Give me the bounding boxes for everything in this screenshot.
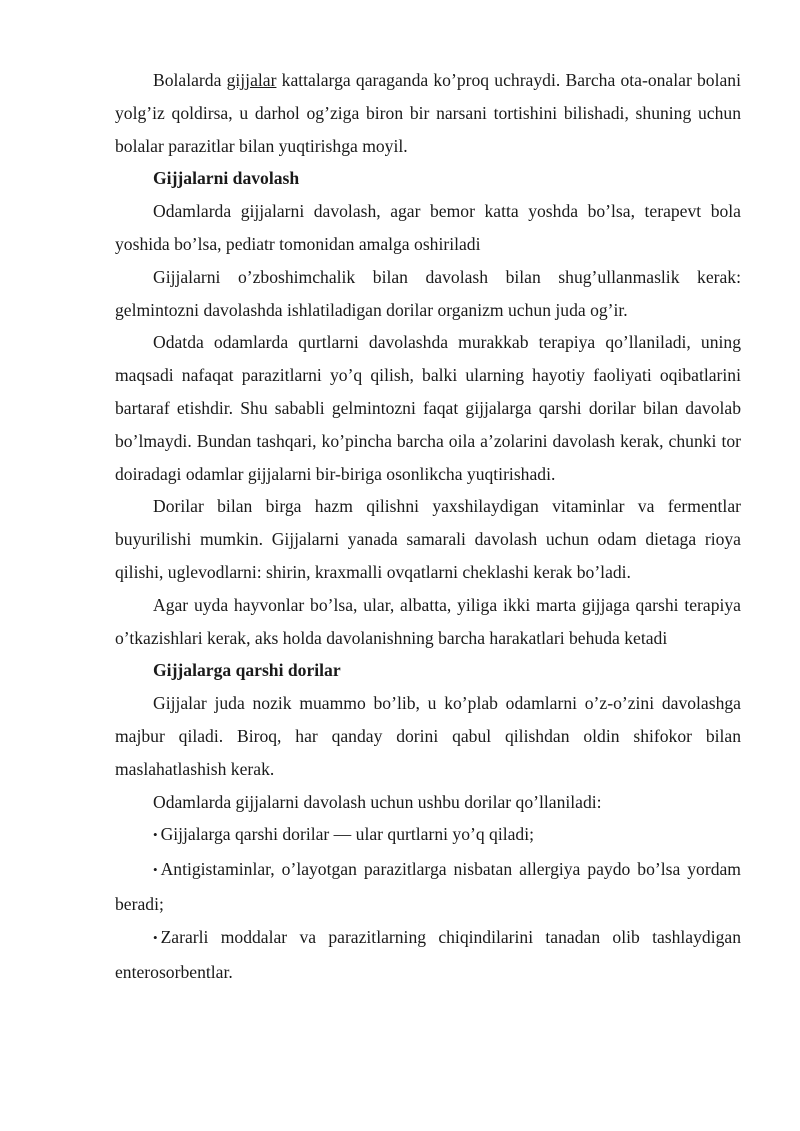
list-item-text: Antigistaminlar, o’layotgan parazitlarga nisbatan allergiya paydo bo’lsa yordam beradi; [115, 859, 741, 914]
list-item [115, 818, 741, 853]
list-item-text: Gijjalarga qarshi dorilar — ular qurtlarni yo’q qiladi; [160, 824, 535, 845]
document-page [115, 64, 741, 988]
gijjalar-link[interactable]: gijjalar [226, 70, 277, 90]
heading-treatment: Gijjalarni davolash [153, 168, 300, 189]
paragraph-self-treatment-warning: Gijjalarni o’zboshimchalik bilan davolash bilan shug’ullanmaslik kerak: gelmintozni davolashda ishlatiladigan dorilar organizm uchun juda og’ir. [115, 266, 741, 320]
bullet-icon: • [153, 929, 158, 945]
bullet-icon: • [153, 862, 158, 878]
paragraph-consult-doctor: Gijjalar juda nozik muammo bo’lib, u ko’plab odamlarni o’z-o’zini davolashga majbur qiladi. Biroq, har qanday dorini qabul qilishdan oldin shifokor bilan maslahatlashish kerak. [115, 693, 741, 779]
paragraph-medicines-intro: Odamlarda gijjalarni davolash uchun ushbu dorilar qo’llaniladi: [153, 791, 602, 812]
paragraph-vitamins-diet: Dorilar bilan birga hazm qilishni yaxshilaydigan vitaminlar va fermentlar buyurilishi mumkin. Gijjalarni yanada samarali davolash uchun odam dietaga rioya qilishi, uglevodlarni: shirin, kraxmalli ovqatlarni cheklashi kerak bo’ladi. [115, 496, 741, 582]
intro-text-start: Bolalarda [153, 70, 227, 90]
paragraph-intro [115, 64, 741, 162]
heading-medicines: Gijjalarga qarshi dorilar [153, 660, 341, 681]
intro-text-rest: kattalarga qaraganda ko’proq uchraydi. Barcha ota-onalar bolani yolg’iz qoldirsa, u darhol og’ziga biron bir narsani tortishini bilishadi, shuning uchun bolalar parazitlar bilan yuqtirishga moyil. [115, 70, 741, 156]
list-item [115, 921, 741, 989]
paragraph-pets: Agar uyda hayvonlar bo’lsa, ular, albatta, yiliga ikki marta gijjaga qarshi terapiya o’tkazishlari kerak, aks holda davolanishning barcha harakatlari behuda ketadi [115, 594, 741, 648]
bullet-icon: • [153, 827, 158, 843]
paragraph-treatment-doctors: Odamlarda gijjalarni davolash, agar bemor katta yoshda bo’lsa, terapevt bola yoshida bo’lsa, pediatr tomonidan amalga oshiriladi [115, 201, 741, 254]
list-item [115, 853, 741, 921]
paragraph-complex-therapy: Odatda odamlarda qurtlarni davolashda murakkab terapiya qo’llaniladi, uning maqsadi nafaqat parazitlarni yo’q qilish, balki ularning hayotiy faoliyati oqibatlarini bartaraf etishdir. Shu sababli gelmintozni faqat gijjalarga qarshi dorilar bilan davolab bo’lmaydi. Bundan tashqari, ko’pincha barcha oila a’zolarini davolash kerak, chunki tor doiradagi odamlar gijjalarni bir-biriga osonlikcha yuqtirishadi. [115, 332, 741, 484]
list-item-text: Zararli moddalar va parazitlarning chiqindilarini tanadan olib tashlaydigan enterosorbentlar. [115, 926, 741, 982]
